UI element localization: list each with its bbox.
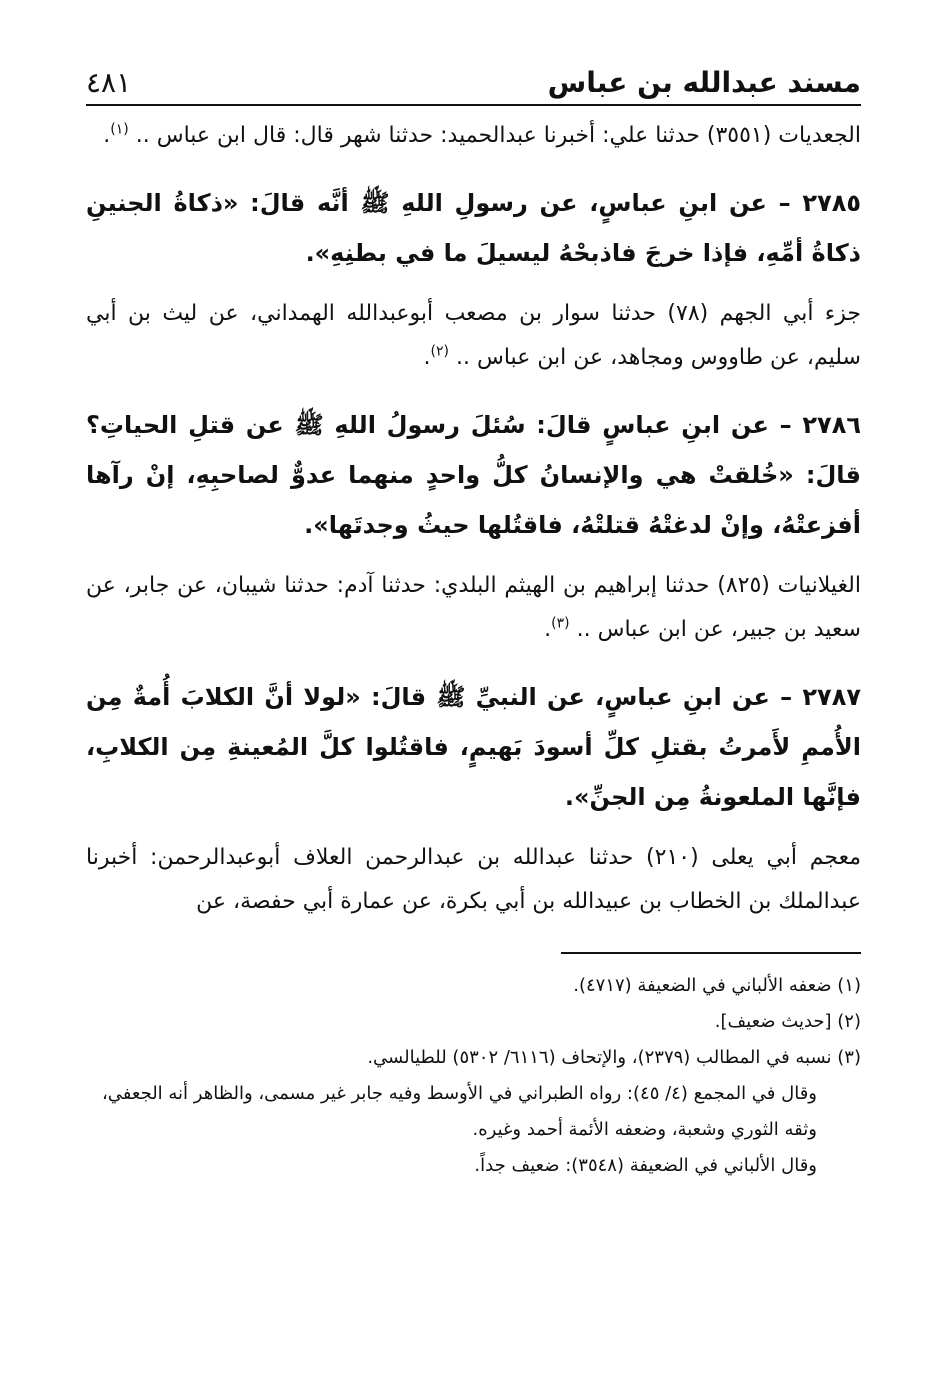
footnote-3: (٣) نسبه في المطالب (٢٣٧٩)، والإتحاف (٦١١٦/ ٥٣٠٢) للطيالسي. [367, 1047, 861, 1068]
footnote-2: (٢) [حديث ضعيف]. [714, 1011, 861, 1032]
book-page [86, 60, 861, 1184]
source-paragraph: جزء أبي الجهم (٧٨) حدثنا سوار بن مصعب أبوعبدالله الهمداني، عن ليث بن أبي سليم، عن طاووس ومجاهد، عن ابن عباس .. $^{(٢)}$. [86, 301, 861, 370]
hadith-number: ٢٧٨٧ [802, 683, 861, 711]
source-text: الجعديات (٣٥٥١) حدثنا علي: أخبرنا عبدالحميد: حدثنا شهر قال: قال ابن عباس .. [135, 123, 861, 148]
footnote-marker: (١) [110, 121, 129, 138]
footnote-divider [561, 952, 861, 954]
hadith-text: – عن ابنِ عباسٍ، عن النبيِّ ﷺ قالَ: «لولا أنَّ الكلابَ أُمةٌ مِن الأُممِ لأَمرتُ بقتلِ كلِّ أسودَ بَهيمٍ، فاقتُلوا كلَّ المُعينةِ مِن الكلابِ، فإنَّها الملعونةُ مِن الجنِّ». [86, 683, 861, 811]
running-header [86, 60, 861, 106]
footnotes [86, 968, 861, 1184]
source-text: معجم أبي يعلى (٢١٠) حدثنا عبدالله بن عبدالرحمن العلاف أبوعبدالرحمن: أخبرنا عبدالملك بن الخطاب بن عبيدالله بن أبي بكرة، عن عمارة أبي حفصة، عن [86, 845, 861, 914]
footnote-3-continued: وقال في المجمع (٤/ ٤٥): رواه الطبراني في الأوسط وفيه جابر غير مسمى، والظاهر أنه الجعفي، وثقه الثوري وشعبة، وضعفه الأئمة أحمد وغيره. [101, 1083, 817, 1140]
hadith-paragraph [86, 400, 861, 550]
hadith-text: – عن ابنِ عباسٍ، عن رسولِ اللهِ ﷺ أنَّه قالَ: «ذكاةُ الجنينِ ذكاةُ أمِّهِ، فإذا خرجَ فاذبحْهُ ليسيلَ ما في بطنِهِ». [86, 189, 861, 267]
source-paragraph [86, 836, 861, 924]
footnote-marker: (٢) [430, 343, 450, 360]
running-title: مسند عبدالله بن عباس [547, 66, 861, 99]
page-number: ٤٨١ [86, 66, 132, 99]
hadith-number: ٢٧٨٦ [802, 411, 861, 439]
source-text: الغيلانيات (٨٢٥) حدثنا إبراهيم بن الهيثم البلدي: حدثنا آدم: حدثنا شيبان، عن جابر، عن سعيد بن جبير، عن ابن عباس .. [86, 573, 861, 642]
hadith-paragraph [86, 672, 861, 822]
footnote-1: (١) ضعفه الألباني في الضعيفة (٤٧١٧). [573, 975, 861, 996]
hadith-text: – عن ابنِ عباسٍ قالَ: سُئلَ رسولُ اللهِ ﷺ عن قتلِ الحياتِ؟ قالَ: «خُلقتْ هي والإنسانُ كلُّ واحدٍ منهما عدوٌّ لصاحبِهِ، إنْ رآها أفزعتْهُ، وإنْ لدغتْهُ قتلتْهُ، فاقتُلها حيثُ وجدتَها». [86, 411, 861, 539]
source-text: جزء أبي الجهم (٧٨) حدثنا سوار بن مصعب أبوعبدالله الهمداني، عن ليث بن أبي سليم، عن طاووس ومجاهد، عن ابن عباس .. [86, 301, 861, 370]
source-paragraph: الجعديات (٣٥٥١) حدثنا علي: أخبرنا عبدالحميد: حدثنا شهر قال: قال ابن عباس .. $^{(١)}$. [103, 121, 861, 148]
main-text [86, 114, 861, 924]
source-paragraph: الغيلانيات (٨٢٥) حدثنا إبراهيم بن الهيثم البلدي: حدثنا آدم: حدثنا شيبان، عن جابر، عن سعيد بن جبير، عن ابن عباس .. $^{(٣)}$. [86, 573, 861, 642]
footnote-marker: (٣) [551, 615, 570, 632]
footnote-3-continued: وقال الألباني في الضعيفة (٣٥٤٨): ضعيف جداً. [474, 1155, 817, 1176]
hadith-paragraph [86, 178, 861, 278]
hadith-number: ٢٧٨٥ [802, 189, 862, 217]
